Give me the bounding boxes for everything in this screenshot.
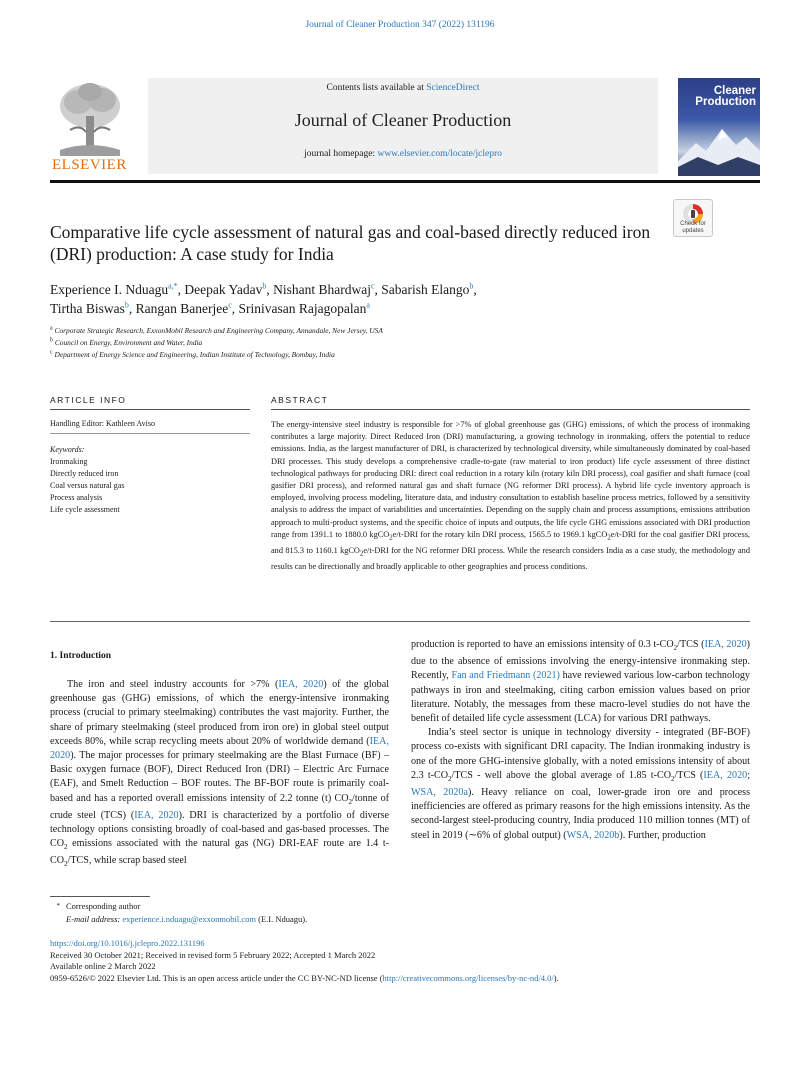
author-separator: , (266, 282, 274, 297)
affiliation (50, 325, 650, 337)
subscript: 2 (64, 843, 68, 852)
affiliation (50, 337, 650, 349)
journal-cover[interactable] (678, 78, 760, 176)
subscript: 2 (448, 774, 452, 783)
email-suffix: (E.I. Nduagu). (256, 914, 308, 924)
affiliation-mark: b (50, 337, 53, 344)
affiliation-text: Department of Energy Science and Engineering, Indian Institute of Technology, Bombay, India (54, 350, 335, 359)
citation-link[interactable]: IEA, 2020 (50, 735, 389, 762)
text-segment: emissions associated with the natural gas (NG) DRI-EAF route are 1.4 t-CO (50, 838, 389, 867)
abstract-segment: The energy-intensive steel industry is responsible for >7% of global greenhouse gas (GHG) emissions, of which the process of ironmaking contributes a large majority. Direct Reduced Iron (DRI) manufacturing, a growing technology in ironmaking, offers the potential to reduce emissions. India, as the largest manufacturer of DRI, is characterized by technological diversity, while simultaneously dominated by coal-based DRI processes. This study develops a comprehensive cradle-to-gate (raw material to iron product) life cycle assessment of three distinct technological pathways for producing DRI: direct coal reduction in a rotary kiln (rotary kiln DRI process), coal gasifier and shaft furnace (coal gasifier DRI process), and reformed natural gas and shaft furnace (NG reformer DRI process). A hybrid life cycle inventory approach is employed, involving process modeling, literature data, and industry consultation to establish baseline process metrics, followed by a sensitivity analysis to address the impact of variabilities and uncertainties. Depending on the supply chain and process assumptions, emissions attribution approach to multi-product systems, and the specific choice of inputs and outputs, the life cycle GHG emissions associated with DRI production range from (271, 420, 750, 539)
author-affil-mark[interactable]: b (262, 281, 267, 291)
subscript: 2 (389, 534, 393, 542)
badge-line1: Check for (680, 221, 706, 227)
article-info-heading: ARTICLE INFO (50, 395, 127, 405)
journal-banner (148, 78, 658, 174)
email-link[interactable]: experience.i.nduagu@exxonmobil.com (122, 914, 256, 924)
article-title: Comparative life cycle assessment of natural gas and coal-based directly reduced iron (DRI) production: A case study for India (50, 222, 651, 264)
keyword[interactable]: Life cycle assessment (50, 505, 120, 514)
license-text: ). (553, 972, 559, 983)
abstract-value: 815.3 to 1160.1 kgCO (285, 545, 360, 555)
text-segment: /TCS, while scrap based steel (67, 855, 187, 867)
author[interactable]: Deepak Yadav (184, 282, 263, 297)
received-dates: Received 30 October 2021; Received in revised form 5 February 2022; Accepted 1 March 2022 (50, 949, 376, 960)
handling-editor: Handling Editor: Kathleen Aviso (50, 419, 155, 428)
author-separator: , (231, 301, 239, 316)
subscript: 2 (64, 860, 68, 869)
text-segment: ) due to the absence of emissions involving the energy-intensive ironmaking step. Recently, (411, 639, 750, 682)
available-date: Available online 2 March 2022 (50, 961, 156, 971)
paragraph (50, 678, 389, 872)
abstract-segment: e/t-DRI for the coal gasifier DRI process, and (271, 529, 751, 555)
citation-link[interactable]: WSA, 2020a (411, 787, 468, 799)
author[interactable]: Rangan Banerjee (135, 301, 229, 316)
handling-rule (50, 433, 250, 434)
contents-line (148, 83, 658, 93)
subscript: 2 (359, 550, 364, 558)
citation-link[interactable]: IEA, 2020 (134, 809, 179, 821)
subscript: 2 (673, 644, 678, 653)
body-column-left (50, 678, 389, 872)
text-segment: ). The major processes for primary steelmaking are the Blast Furnace (BF) – Basic oxygen furnace (BOF), Direct Reduced Iron (DRI) – Electric Arc Furnace (EAF), and Smelt Reduction – BOF routes. The BF-BOF route is primarily coal-based and has a reported overall emissions intensity of 2.2 tonne (t) CO (50, 750, 389, 804)
homepage-prefix: journal homepage: (304, 149, 378, 159)
abstract-heading: ABSTRACT (271, 395, 329, 405)
author[interactable]: Tirtha Biswas (50, 301, 125, 316)
abstract-bottom-rule (50, 621, 750, 622)
paragraph (411, 638, 750, 726)
abstract-segment: e/t-DRI for the rotary kiln DRI process, (392, 529, 529, 539)
subscript: 2 (607, 534, 611, 542)
email-line (50, 913, 750, 926)
cover-title-line2: Production (695, 96, 756, 108)
corresponding-author-note (50, 900, 750, 913)
author-affil-mark[interactable]: a (366, 300, 370, 310)
body-column-right (411, 638, 750, 843)
affiliation-mark: a (50, 325, 53, 332)
citation-link[interactable]: IEA, 2020 (704, 639, 747, 650)
author-affil-mark[interactable]: b (469, 281, 474, 291)
keyword[interactable]: Directly reduced iron (50, 469, 119, 478)
article-info-rule (50, 409, 250, 410)
author-separator: , (177, 282, 185, 297)
text-segment: /tonne of crude steel (TCS) ( (50, 792, 389, 821)
abstract-segment: e/t-DRI for the NG reformer DRI process. While the research considers India as a case study, the methodology and results can be directionally and broadly applicable to other geographies and process conditions. (271, 545, 750, 571)
cover-title-line1: Cleaner (713, 85, 756, 97)
homepage-link[interactable]: www.elsevier.com/locate/jclepro (377, 149, 502, 159)
text-segment: have reviewed various low-carbon technology pathways in iron and steelmaking, citing carbon emission values based on prior literature. Notably, the messages from these macro-level studies do not have the benefit of detailed life cycle assessment (LCA) for various DRI pathways. (411, 670, 750, 725)
footnote (50, 900, 750, 926)
author-list (50, 280, 650, 318)
homepage-line (148, 149, 658, 159)
abstract-value: 1391.1 to 1880.0 kgCO (310, 529, 390, 539)
paragraph (411, 726, 750, 843)
header-rule (50, 180, 760, 183)
footnote-mark: * (56, 902, 60, 910)
author-affil-mark[interactable]: c (228, 300, 232, 310)
text-segment: ). DRI is characterized by a portfolio of diverse technology options consisting broadly of coal-based and gas-based processes. The CO (50, 809, 389, 850)
keywords (50, 444, 250, 516)
abstract-rule (271, 409, 750, 410)
text-segment: production is reported to have an emissions intensity of 0.3 t-CO (411, 639, 674, 650)
journal-reference[interactable]: Journal of Cleaner Production 347 (2022) 131196 (305, 20, 495, 30)
section-heading-introduction: 1. Introduction (50, 651, 112, 661)
sciencedirect-link[interactable]: ScienceDirect (426, 83, 480, 93)
author-separator: , (128, 301, 136, 316)
license-link[interactable]: http://creativecommons.org/licenses/by-nc-nd/4.0/ (382, 972, 554, 983)
page-footer (50, 938, 760, 984)
affiliation-text: Council on Energy, Environment and Water, India (54, 338, 203, 347)
citation-link[interactable]: IEA, 2020 (703, 769, 748, 781)
text-segment: /TCS ( (677, 639, 705, 650)
contents-prefix: Contents lists available at (326, 83, 427, 93)
doi-link[interactable]: https://doi.org/10.1016/j.jclepro.2022.131196 (50, 938, 205, 948)
author-affil-mark[interactable]: c (370, 281, 375, 291)
elsevier-logo[interactable] (50, 80, 130, 174)
text-segment: ). Heavy reliance on coal, lower-grade iron ore and process inefficiencies are offered as primary reasons for the high emissions intensity. As the second-largest steel-producing country, India produced 110 million tonnes (MT) of steel in 2019 (∼6% of global output) ( (411, 787, 750, 841)
check-for-updates-badge[interactable] (673, 199, 713, 237)
keyword[interactable]: Process analysis (50, 493, 103, 502)
author-affil-mark[interactable]: a,* (168, 281, 178, 291)
text-segment: ). Further, production (619, 829, 706, 841)
badge-line2: updates (682, 227, 704, 234)
masthead (50, 78, 760, 178)
cover-title (682, 86, 756, 108)
license-line (50, 973, 760, 985)
author[interactable]: Experience I. Nduagu (50, 282, 169, 297)
author[interactable]: Nishant Bhardwaj (273, 282, 371, 297)
journal-title: Journal of Cleaner Production (294, 110, 512, 130)
text-segment: /TCS ( (674, 769, 704, 781)
affiliations (50, 325, 650, 361)
tree-icon (50, 80, 130, 158)
author[interactable]: Srinivasan Rajagopalan (238, 301, 367, 316)
corresponding-author-label: Corresponding author (66, 901, 141, 911)
affiliation-text: Corporate Strategic Research, ExxonMobil Research and Engineering Company, Annandale, New Jersey, USA (54, 326, 383, 335)
text-segment: ) of the global greenhouse gas (GHG) emissions, of which the energy-intensive ironmaking process (crucial to primary steelmaking) contributes the vast majority. Further, the share of primary steelmaking (steel produced from iron ore) in global steel output exceeds 80%, while scrap recycling meets about 20% of worldwide demand ( (50, 679, 389, 747)
badge-text (674, 221, 712, 234)
affiliation-mark: c (50, 349, 53, 356)
subscript: 2 (348, 797, 353, 806)
citation-link[interactable]: WSA, 2020b (566, 829, 620, 841)
keyword[interactable]: Coal versus natural gas (50, 481, 125, 490)
keyword[interactable]: Ironmaking (50, 457, 88, 466)
text-segment: ; (747, 769, 750, 781)
affiliation (50, 349, 650, 361)
abstract-value: 1565.5 to 1969.1 kgCO (528, 529, 608, 539)
author-affil-mark[interactable]: b (124, 300, 129, 310)
subscript: 2 (671, 774, 675, 783)
author-separator: , (374, 282, 382, 297)
elsevier-wordmark: ELSEVIER (52, 157, 127, 173)
text-segment: India’s steel sector is unique in technology diversity - integrated (BF-BOF) process co-exists with significant DRI capacity. The Indian ironmaking industry is one of the more GHG-intensive globally, with a noted emissions intensity of about 2.3 t-CO (411, 727, 750, 781)
keywords-title: Keywords: (50, 445, 85, 454)
author[interactable]: Sabarish Elango (381, 282, 470, 297)
text-segment: The iron and steel industry accounts for >7% ( (67, 679, 279, 690)
mountain-icon (678, 121, 760, 176)
citation-link[interactable]: IEA, 2020 (278, 679, 324, 690)
author-separator: , (473, 282, 477, 297)
email-label: E-mail address: (66, 914, 123, 924)
citation-link[interactable]: Fan and Friedmann (2021) (451, 670, 560, 682)
footnote-rule (50, 896, 150, 897)
text-segment: /TCS - well above the global average of 1.85 t-CO (451, 769, 671, 781)
license-text: 0959-6526/© 2022 Elsevier Ltd. This is an open access article under the CC BY-NC-ND license ( (50, 972, 383, 983)
abstract-text (271, 419, 750, 573)
